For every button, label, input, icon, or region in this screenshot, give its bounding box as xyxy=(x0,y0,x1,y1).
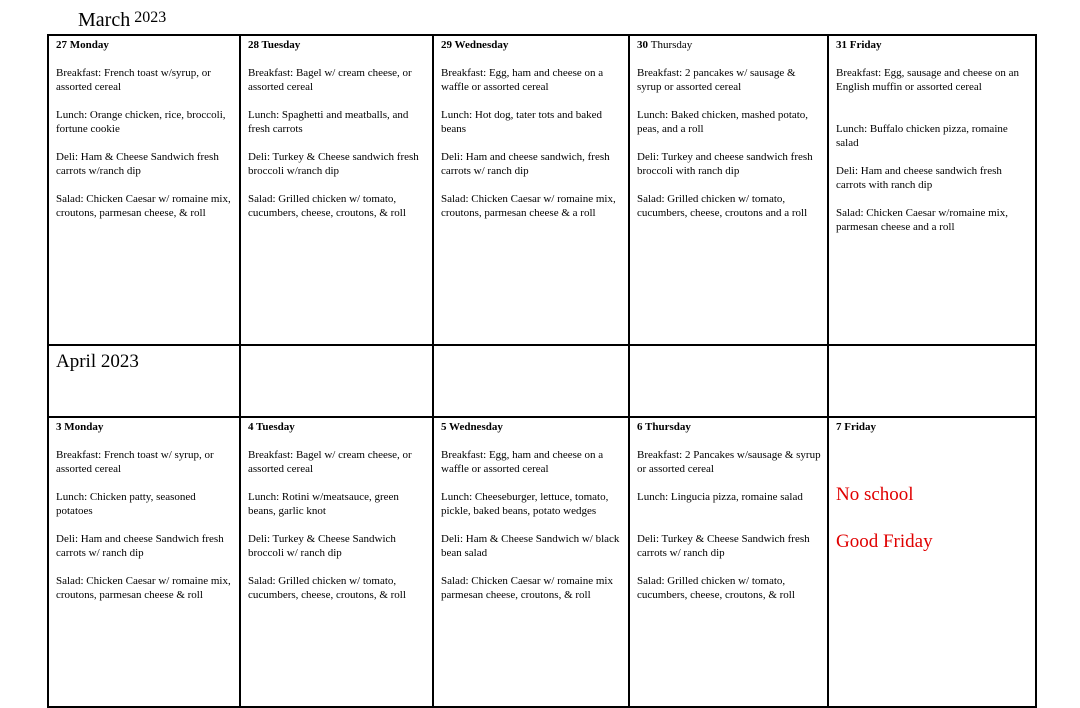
salad-item: Salad: Grilled chicken w/ tomato, cucumbers, cheese, croutons, & roll xyxy=(248,193,406,219)
breakfast-item: Breakfast: Bagel w/ cream cheese, or assorted cereal xyxy=(248,67,412,93)
day-header: 31 Friday xyxy=(836,39,882,51)
day-cell-27-monday xyxy=(47,34,241,346)
lunch-item: Lunch: Rotini w/meatsauce, green beans, garlic knot xyxy=(248,491,399,517)
day-cell-4-tuesday xyxy=(239,418,434,708)
day-cell-31-friday xyxy=(827,34,1037,346)
breakfast-item: Breakfast: Bagel w/ cream cheese, or assorted cereal xyxy=(248,449,412,475)
salad-item: Salad: Chicken Caesar w/ romaine mix, croutons, parmesan cheese & a roll xyxy=(441,193,616,219)
deli-item: Deli: Turkey & Cheese Sandwich broccoli w/ ranch dip xyxy=(248,533,396,559)
day-header: 5 Wednesday xyxy=(441,421,503,433)
salad-item: Salad: Grilled chicken w/ tomato, cucumbers, cheese, croutons, & roll xyxy=(637,575,795,601)
salad-item: Salad: Chicken Caesar w/ romaine mix parmesan cheese, croutons, & roll xyxy=(441,575,613,601)
empty-cell xyxy=(628,346,829,418)
deli-item: Deli: Turkey and cheese sandwich fresh broccoli with ranch dip xyxy=(637,151,813,177)
day-header: 29 Wednesday xyxy=(441,39,509,51)
deli-item: Deli: Turkey & Cheese sandwich fresh broccoli w/ranch dip xyxy=(248,151,419,177)
day-cell-3-monday xyxy=(47,418,241,708)
breakfast-item: Breakfast: Egg, ham and cheese on a waffle or assorted cereal xyxy=(441,67,604,93)
deli-item: Deli: Ham and cheese Sandwich fresh carrots w/ ranch dip xyxy=(56,533,224,559)
empty-cell xyxy=(827,346,1037,418)
lunch-item: Lunch: Chicken patty, seasoned potatoes xyxy=(56,491,196,517)
day-cell-7-friday xyxy=(827,418,1037,708)
day-header: 4 Tuesday xyxy=(248,421,295,433)
salad-item: Salad: Grilled chicken w/ tomato, cucumbers, cheese, croutons, & roll xyxy=(248,575,406,601)
breakfast-item: Breakfast: 2 Pancakes w/sausage & syrup or assorted cereal xyxy=(637,449,821,475)
day-cell-5-wednesday xyxy=(432,418,630,708)
holiday-note: Good Friday xyxy=(836,531,933,552)
day-number: 30 xyxy=(637,39,648,51)
lunch-item: Lunch: Orange chicken, rice, broccoli, fortune cookie xyxy=(56,109,226,135)
lunch-item: Lunch: Spaghetti and meatballs, and fresh carrots xyxy=(248,109,409,135)
calendar-grid xyxy=(47,34,1037,694)
day-cell-28-tuesday xyxy=(239,34,434,346)
salad-item: Salad: Chicken Caesar w/romaine mix, parmesan cheese and a roll xyxy=(836,207,1008,233)
day-header: 3 Monday xyxy=(56,421,104,433)
deli-item: Deli: Turkey & Cheese Sandwich fresh carrots w/ ranch dip xyxy=(637,533,810,559)
empty-cell xyxy=(239,346,434,418)
salad-item: Salad: Chicken Caesar w/ romaine mix, croutons, parmesan cheese, & roll xyxy=(56,193,231,219)
lunch-item: Lunch: Hot dog, tater tots and baked beans xyxy=(441,109,602,135)
day-cell-6-thursday xyxy=(628,418,829,708)
deli-item: Deli: Ham and cheese sandwich, fresh carrots w/ ranch dip xyxy=(441,151,610,177)
day-header: 7 Friday xyxy=(836,421,877,433)
day-cell-29-wednesday xyxy=(432,34,630,346)
lunch-item: Lunch: Lingucia pizza, romaine salad xyxy=(637,491,803,503)
breakfast-item: Breakfast: Egg, sausage and cheese on an English muffin or assorted cereal xyxy=(836,67,1019,93)
breakfast-item: Breakfast: French toast w/ syrup, or assorted cereal xyxy=(56,449,214,475)
week-row-april xyxy=(47,418,1037,708)
month-year: 2023 xyxy=(134,9,167,26)
day-header: 27 Monday xyxy=(56,39,109,51)
day-name: Thursday xyxy=(650,39,693,51)
deli-item: Deli: Ham & Cheese Sandwich w/ black bean salad xyxy=(441,533,620,559)
breakfast-item: Breakfast: French toast w/syrup, or assorted cereal xyxy=(56,67,211,93)
month-header-row-april xyxy=(47,346,1037,418)
week-row-march xyxy=(47,34,1037,346)
deli-item: Deli: Ham & Cheese Sandwich fresh carrots w/ranch dip xyxy=(56,151,219,177)
day-header xyxy=(637,38,821,52)
month-name: March xyxy=(78,9,131,31)
march-title xyxy=(78,8,166,34)
day-header: 6 Thursday xyxy=(637,421,691,433)
day-cell-30-thursday xyxy=(628,34,829,346)
salad-item: Salad: Chicken Caesar w/ romaine mix, croutons, parmesan cheese & roll xyxy=(56,575,231,601)
no-school-note: No school xyxy=(836,484,914,505)
lunch-item: Lunch: Cheeseburger, lettuce, tomato, pickle, baked beans, potato wedges xyxy=(441,491,609,517)
breakfast-item: Breakfast: 2 pancakes w/ sausage & syrup or assorted cereal xyxy=(637,67,796,93)
empty-cell xyxy=(432,346,630,418)
lunch-item: Lunch: Baked chicken, mashed potato, peas, and a roll xyxy=(637,109,809,135)
breakfast-item: Breakfast: Egg, ham and cheese on a waffle or assorted cereal xyxy=(441,449,604,475)
deli-item: Deli: Ham and cheese sandwich fresh carrots with ranch dip xyxy=(836,165,1002,191)
salad-item: Salad: Grilled chicken w/ tomato, cucumbers, cheese, croutons and a roll xyxy=(637,193,808,219)
april-title-cell xyxy=(47,346,241,418)
day-header: 28 Tuesday xyxy=(248,39,301,51)
april-title: April 2023 xyxy=(56,351,139,372)
lunch-item: Lunch: Buffalo chicken pizza, romaine salad xyxy=(836,123,1008,149)
